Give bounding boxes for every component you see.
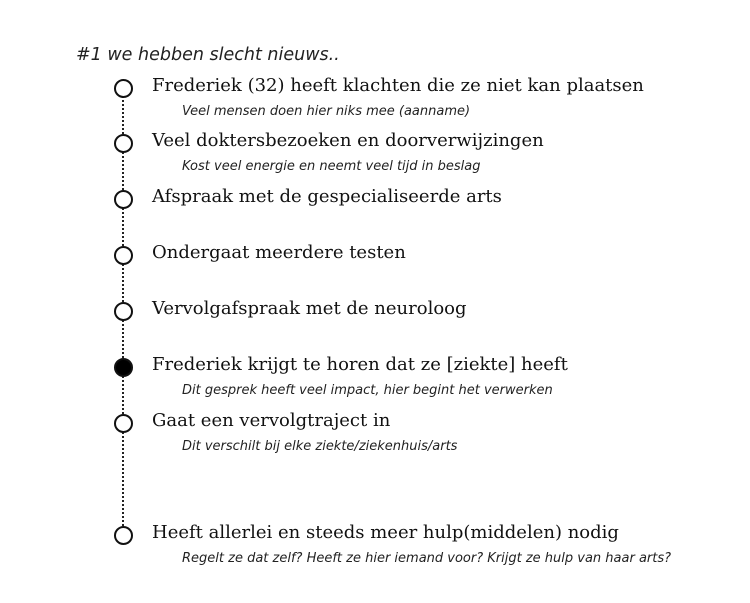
step-label: Ondergaat meerdere testen xyxy=(152,242,406,263)
step-marker-icon xyxy=(114,190,133,209)
step-label: Vervolgafspraak met de neuroloog xyxy=(152,298,467,319)
step-label: Heeft allerlei en steeds meer hulp(middelen) nodig xyxy=(152,522,619,543)
step-marker-icon xyxy=(114,526,133,545)
step-note: Dit gesprek heeft veel impact, hier begint het verwerken xyxy=(182,383,553,398)
step-note: Kost veel energie en neemt veel tijd in beslag xyxy=(182,159,481,174)
step-note: Veel mensen doen hier niks mee (aanname) xyxy=(182,104,471,119)
step-marker-icon xyxy=(114,134,133,153)
step-note: Dit verschilt bij elke ziekte/ziekenhuis/arts xyxy=(182,439,458,454)
step-marker-icon xyxy=(114,414,133,433)
step-marker-icon xyxy=(114,302,133,321)
step-marker-icon xyxy=(114,79,133,98)
step-note: Regelt ze dat zelf? Heeft ze hier iemand voor? Krijgt ze hulp van haar arts? xyxy=(182,551,672,566)
step-label: Gaat een vervolgtraject in xyxy=(152,410,391,431)
step-marker-filled-icon xyxy=(114,358,133,377)
step-label: Frederiek krijgt te horen dat ze [ziekte] heeft xyxy=(152,354,568,375)
step-label: Afspraak met de gespecialiseerde arts xyxy=(152,186,502,207)
step-marker-icon xyxy=(114,246,133,265)
step-label: Veel doktersbezoeken en doorverwijzingen xyxy=(152,130,544,151)
diagram-title: #1 we hebben slecht nieuws.. xyxy=(76,45,340,65)
step-label: Frederiek (32) heeft klachten die ze niet kan plaatsen xyxy=(152,75,644,96)
